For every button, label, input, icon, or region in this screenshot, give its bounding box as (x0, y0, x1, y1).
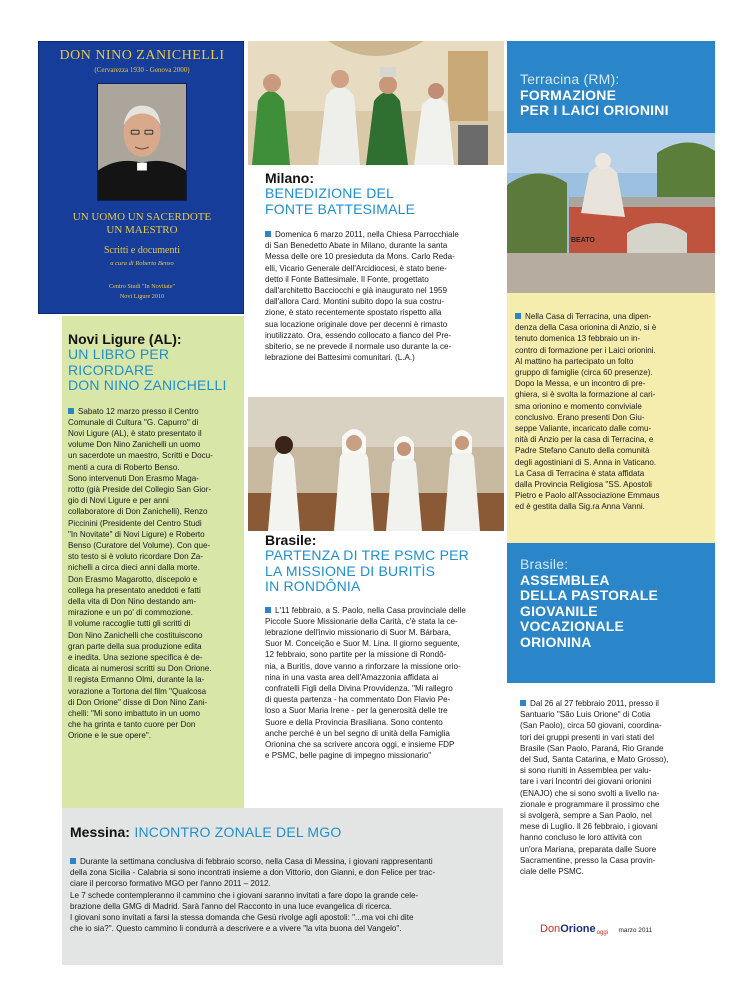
novi-line: rotto (già Preside del Collegio San Gior- (68, 484, 212, 494)
terracina-line: dalla Provincia Religiosa "SS. Apostoli (515, 480, 652, 490)
brasile1-line: Suore e della Provincia Brasiliana. Sono contento (265, 717, 443, 727)
novi-line: "In Novitate" di Novi Ligure) e Roberto (68, 529, 205, 539)
brasile1-place: Brasile: (265, 532, 317, 548)
messina-line: I giovani sono invitati a farsi la stessa domanda che Gesù rivolge agli apostoli: "...ma voi chi dite (70, 913, 414, 923)
bullet-square-icon (265, 607, 271, 613)
novi-line: Comunale di Cultura "G. Capurro" di (68, 417, 199, 427)
brasile2-line: del Sud, Santa Catarina, e Mato Grosso), (520, 755, 669, 765)
terracina-line: Dopo la Messa, e un incontro di pre- (515, 379, 646, 389)
messina-line: che io sia?". Questo cammino li condurrà a descrivere e a vivere "la vita buona del Vangelo". (70, 924, 402, 934)
brasile1-line: lebrazione dell'invio missionario di Suor M. Bárbara, (265, 627, 451, 637)
milano-line: inutilizzato. Ora, essendo collocato a fianco del Pre- (265, 330, 452, 340)
novi-headline-2: RICORDARE (68, 361, 154, 378)
terracina-headline-1: FORMAZIONE (520, 86, 617, 103)
terracina-line: ed è gestita dalla Sig.ra Anna Vanni. (515, 502, 645, 512)
milano-line: sbiterio, se ne prevede il normale uso durante la ce- (265, 342, 452, 352)
brasile2-line: mese di Luglio. Il 26 febbraio, i giovani (520, 822, 658, 832)
brasile2-line: un'ora Mariana, preparata dalle Suore (520, 844, 657, 854)
messina-headline: INCONTRO ZONALE DEL MGO (134, 824, 342, 840)
book-subtitle-1: UN UOMO UN SACERDOTE (72, 211, 212, 223)
brasile2-article (520, 698, 714, 877)
book-cover (38, 41, 244, 314)
terracina-line: Pietro e Paolo all'Associazione Emmaus (515, 491, 660, 501)
messina-line: ciare il percorso formativo MGO per l'anno 2011 – 2012. (70, 879, 271, 889)
terracina-line: nità di Anzio per la casa di Terracina, e (515, 435, 654, 445)
brasile2-line: si svolgerà, sempre a San Paolo, nel (520, 811, 652, 821)
brasile2-line: Brasile (San Paolo, Paraná, Rio Grande (520, 743, 664, 753)
novi-line: sto testo si è voluto ricordare Don Za- (68, 552, 203, 562)
novi-headline-1: UN LIBRO PER (68, 346, 170, 362)
milano-line: detto il Fonte Battesimale. Il Fonte, progettato (265, 274, 429, 284)
novi-body (68, 406, 240, 742)
book-publisher-1: Centro Studi "In Novitate" (108, 283, 176, 290)
terracina-line: ghiera, si è svolta la formazione al cari- (515, 390, 656, 400)
milano-line: di San Benedetto Abate in Milano, durante la santa (265, 241, 448, 251)
brasile1-line: 12 febbraio, sono partite per la missione di Rondô- (265, 650, 447, 660)
novi-line: chelli: "Mi sono imbattuto in un uomo (68, 708, 200, 718)
brasile2-headline-4: VOCAZIONALE (520, 618, 625, 634)
terracina-line: contro di formazione per i Laici orionini. (515, 345, 656, 355)
brasile2-line: (ENAJO) che si sono svolti a livello na- (520, 788, 660, 798)
novi-line: della vita di Don Nino destando am- (68, 596, 197, 606)
brasile1-line: loso a Suor Maria Irene - per la generosità delle tre (265, 706, 448, 716)
brasile2-headline-3: GIOVANILE (520, 602, 598, 619)
brasile2-headline-5: ORIONINA (520, 633, 592, 650)
novi-line: mirazione e un po' di commozione. (68, 608, 193, 618)
novi-line: che ha grinta e tanto cuore per Don (68, 720, 196, 730)
brasile2-line: si sono riuniti in Assemblea per valu- (520, 766, 652, 776)
milano-article (265, 171, 497, 363)
terracina-line: La Casa di Terracina è stata affidata (515, 468, 645, 478)
milano-line: dall'allora Card. Montini subito dopo la sua costru- (265, 297, 445, 307)
novi-line: Don Erasmo Magarotto, discepolo e (68, 574, 198, 584)
bullet-square-icon (68, 408, 74, 414)
novi-line: Piccinini (Presidente del Centro Studi (68, 518, 202, 528)
footer-date: marzo 2011 (618, 927, 653, 934)
novi-headline-3: DON NINO ZANICHELLI (68, 377, 227, 393)
brasile1-line: confratelli Figli della Divina Provvidenza. "Mi rallegro (265, 683, 453, 693)
bullet-square-icon (265, 231, 271, 237)
brasile2-line: Dal 26 al 27 febbraio 2011, presso il (530, 699, 659, 708)
milano-headline-1: BENEDIZIONE DEL (265, 185, 395, 201)
milano-line: dall'architetto Bacciocchi e già inaugurato nel 1959 (265, 286, 447, 296)
novi-line: dicata ai numerosi scritti su Don Orione. (68, 664, 212, 674)
brasile2-line: (San Paolo), circa 50 giovani, coordina- (520, 721, 662, 731)
book-publisher-2: Novi Ligure 2010 (119, 293, 165, 300)
milano-line: elli, Vicario Generale dell'Arcidiocesi, è stato bene- (265, 263, 447, 273)
novi-line: menti a cura di Roberto Benso. (68, 462, 180, 472)
novi-line: Orione e le sue opere". (68, 731, 151, 741)
novi-line: gran parte della sua produzione edita (68, 641, 202, 651)
novi-line: e inedita. Una sezione specifica è de- (68, 652, 203, 662)
messina-line: Le 7 schede contempleranno il cammino che i giovani saranno invitati a fare dopo la grande cele- (70, 890, 419, 900)
terracina-line: sma orionino e momento conviviale (515, 401, 642, 411)
book-curator: a cura di Roberto Benso (110, 260, 174, 267)
terracina-line: Padre Stefano Canuto della comunità (515, 446, 650, 456)
terracina-headline-2: PER I LAICI ORIONINI (520, 102, 669, 118)
bullet-square-icon (70, 858, 76, 864)
novi-line: collaboratore di Don Zanichelli), Renzo (68, 507, 208, 517)
brasile1-line: nina in una vasta area dell'Amazzonia affidata ai (265, 672, 439, 682)
brasile2-headline-1: ASSEMBLEA (520, 571, 610, 588)
footer-brand-oggi: oggi (596, 930, 608, 936)
brasile1-line: anche perché è un bel segno di unità della Famiglia (265, 728, 450, 738)
brasile1-article (265, 533, 497, 761)
terracina-line: gruppo di famiglie (circa 60 presenze). (515, 368, 653, 378)
novi-line: Novi Ligure (AL), è stato presentato il (68, 428, 202, 438)
milano-place: Milano: (265, 170, 314, 186)
brasile1-headline-1: PARTENZA DI TRE PSMC PER (265, 547, 469, 563)
brasile1-line: di questa partenza - ha commentato Don Flavio Pe- (265, 695, 451, 705)
brasile1-line: nia, a Buritìs, dove vanno a rinforzare la missione orio- (265, 661, 461, 671)
brasile1-line: Suor M. Conceição e Suor M. Lina. Il giorno seguente, (265, 639, 460, 649)
novi-line: Don Nino Zanichelli che costituiscono (68, 630, 203, 640)
messina-place: Messina: (70, 824, 130, 840)
brasile1-line: L'11 febbraio, a S. Paolo, nella Casa provinciale delle (275, 605, 466, 615)
brasile2-line: zionale e programmare il prossimo che (520, 799, 660, 809)
terracina-line: Al mattino ha partecipato un folto (515, 356, 634, 366)
brasile2-line: hanno concluso le loro attività con (520, 833, 642, 843)
novi-line: volume Don Nino Zanichelli un uomo (68, 440, 201, 450)
milano-line: Messa delle ore 10 presieduta da Mons. Carlo Reda- (265, 252, 455, 262)
messina-line: Durante la settimana conclusiva di febbraio scorso, nella Casa di Messina, i giovani rappresentanti (80, 857, 433, 866)
brasile1-headline-3: IN RONDÔNIA (265, 578, 361, 594)
terracina-line: degli agostiniani di S. Anna in Vaticano. (515, 457, 657, 467)
brasile2-place: Brasile: (520, 556, 569, 572)
footer-brand-don: Don (540, 923, 561, 935)
brasile1-headline-2: LA MISSIONE DI BURITÌS (265, 562, 436, 579)
footer-brand-orione: Orione (560, 923, 596, 935)
book-portrait (97, 83, 187, 201)
brasile-nuns-photo (248, 397, 504, 531)
brasile1-line: Orionina che sa scrivere ancora oggi, e insieme FDP (265, 739, 455, 749)
terracina-line: conclusivo. Erano presenti Don Giu- (515, 412, 645, 422)
milano-photo (248, 41, 504, 165)
milano-line: sua locazione originale dove per decenni è rimasto (265, 319, 448, 329)
bullet-square-icon (520, 700, 526, 706)
novi-line: vorazione a Tortona del film "Qualcosa (68, 686, 207, 696)
novi-line: gio di Novi Ligure e per anni (68, 496, 169, 506)
bullet-square-icon (515, 313, 521, 319)
footer-brand (540, 919, 720, 937)
book-scritti: Scritti e documenti (103, 245, 181, 256)
brasile2-line: tori dei gruppi presenti in vari stati del (520, 732, 655, 742)
novi-line: Sono intervenuti Don Erasmo Maga- (68, 473, 199, 483)
terracina-headings (520, 72, 712, 119)
brasile2-headline-2: DELLA PASTORALE (520, 587, 659, 603)
messina-article (70, 824, 500, 934)
novi-line: Il regista Ermanno Olmi, durante la la- (68, 675, 205, 685)
terracina-article (515, 311, 711, 513)
terracina-photo-sign: BEATO (571, 237, 595, 244)
novi-line: collega ha presentato aneddoti e fatti (68, 585, 201, 595)
terracina-photo (507, 133, 715, 293)
brasile2-headings (520, 557, 712, 650)
book-title: DON NINO ZANICHELLI (59, 48, 225, 63)
brasile1-line: e PSMC, belle pagine di impegno missionario" (265, 751, 432, 761)
novi-place: Novi Ligure (AL): (68, 331, 182, 347)
terracina-line: denza della Casa orionina di Anzio, si è (515, 323, 657, 333)
milano-line: Domenica 6 marzo 2011, nella Chiesa Parrocchiale (275, 230, 459, 239)
novi-line: di Don Orione" disse di Don Nino Zani- (68, 697, 208, 707)
brasile2-line: Sacramentine, presso la Casa provin- (520, 855, 656, 865)
messina-line: della zona Sicilia - Calabria si sono incontrati insieme a don Vittorio, don Gianni, e don Felice per trac- (70, 868, 436, 878)
brasile2-line: Santuario "São Luis Orione" di Cotia (520, 710, 651, 720)
terracina-place: Terracina (RM): (520, 71, 620, 87)
terracina-line: Nella Casa di Terracina, una dipen- (525, 312, 652, 321)
brasile2-line: ciale delle PSMC. (520, 867, 584, 877)
novi-line: Benso (Curatore del Volume). Con que- (68, 540, 211, 550)
terracina-line: seppe Valiante, incaricato dalle comu- (515, 424, 652, 434)
terracina-line: tenuto domenica 13 febbraio un in- (515, 334, 641, 344)
book-dates: (Cervarezza 1930 - Genova 2000) (94, 66, 190, 74)
novi-line: Il volume raccoglie tutti gli scritti di (68, 619, 191, 629)
messina-line: brazione della GMG di Madrid. Sarà l'anno del Racconto in una luce evangelica di ricerca. (70, 901, 392, 911)
milano-line: lebrazione dei Battesimi comunitari. (L.A.) (265, 353, 415, 363)
brasile2-line: tare i vari Incontri dei giovani orionini (520, 777, 652, 787)
brasile1-line: Piccole Suore Missionarie della Carità, c'è stata la ce- (265, 616, 458, 626)
novi-line: un sacerdote un maestro, Scritti e Docu- (68, 451, 213, 461)
book-subtitle-2: UN MAESTRO (106, 224, 178, 236)
novi-line: Sabato 12 marzo presso il Centro (78, 406, 199, 416)
novi-article (68, 332, 240, 742)
milano-headline-2: FONTE BATTESIMALE (265, 200, 416, 217)
milano-line: zione, è stato recentemente spostato rispetto alla (265, 308, 442, 318)
novi-line: nichelli a circa dieci anni dalla morte. (68, 563, 200, 573)
